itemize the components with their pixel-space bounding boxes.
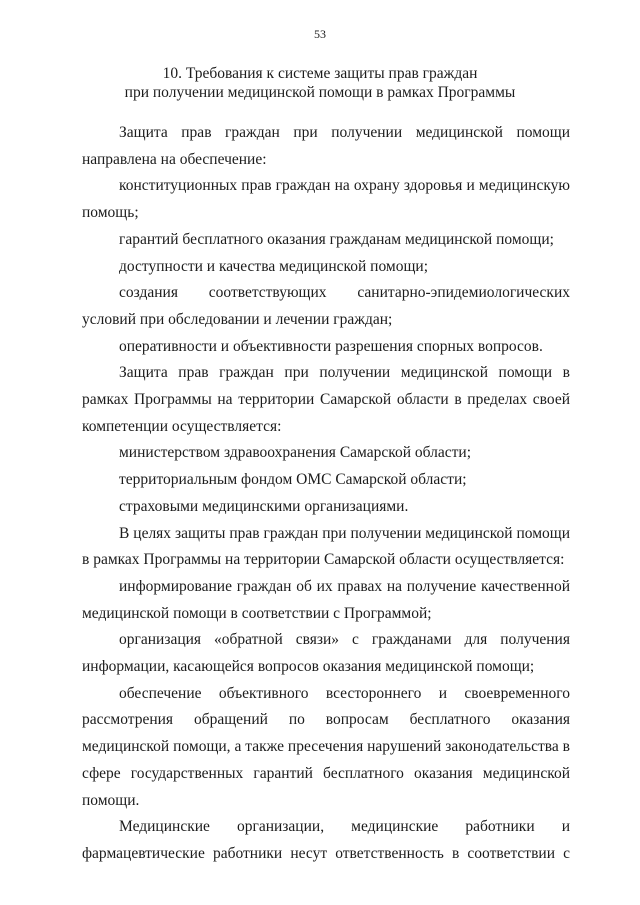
paragraph: обеспечение объективного всестороннего и своевременного рассмотрения обращений по вопросам бесплатного оказания медицинской помощи, а также пресечения нарушений законодательства в сфере государственных гарантий бесплатного оказания медицинской помощи. xyxy=(82,684,570,809)
document-body xyxy=(82,120,570,868)
section-heading-line-2: при получении медицинской помощи в рамках Программы xyxy=(124,84,516,101)
paragraph: конституционных прав граждан на охрану здоровья и медицинскую помощь; xyxy=(82,177,570,222)
paragraph: оперативности и объективности разрешения спорных вопросов. xyxy=(119,337,543,355)
paragraph-continued: Медицинские организации, медицинские работники и фармацевтические работники несут ответственность в соответствии с xyxy=(82,818,570,862)
paragraph: страховыми медицинскими организациями. xyxy=(119,497,409,515)
paragraph: территориальным фондом ОМС Самарской области; xyxy=(119,471,467,489)
paragraph: В целях защиты прав граждан при получении медицинской помощи в рамках Программы на территории Самарской области осуществляется: xyxy=(82,524,570,569)
section-heading-line-1: 10. Требования к системе защиты прав граждан xyxy=(162,65,478,82)
paragraph: организация «обратной связи» с гражданами для получения информации, касающейся вопросов оказания медицинской помощи; xyxy=(82,631,570,676)
paragraph: министерством здравоохранения Самарской области; xyxy=(119,444,472,462)
page-number: 53 xyxy=(314,27,326,41)
paragraph: информирование граждан об их правах на получение качественной медицинской помощи в соответствии с Программой; xyxy=(82,577,570,622)
paragraph: Защита прав граждан при получении медицинской помощи в рамках Программы на территории Самарской области в пределах своей компетенции осуществляется: xyxy=(82,364,570,435)
paragraph: Защита прав граждан при получении медицинской помощи направлена на обеспечение: xyxy=(82,124,570,168)
paragraph: доступности и качества медицинской помощи; xyxy=(119,257,429,275)
paragraph: создания соответствующих санитарно-эпидемиологических условий при обследовании и лечении граждан; xyxy=(82,284,570,328)
paragraph: гарантий бесплатного оказания гражданам медицинской помощи; xyxy=(119,230,554,248)
section-heading xyxy=(0,64,640,102)
